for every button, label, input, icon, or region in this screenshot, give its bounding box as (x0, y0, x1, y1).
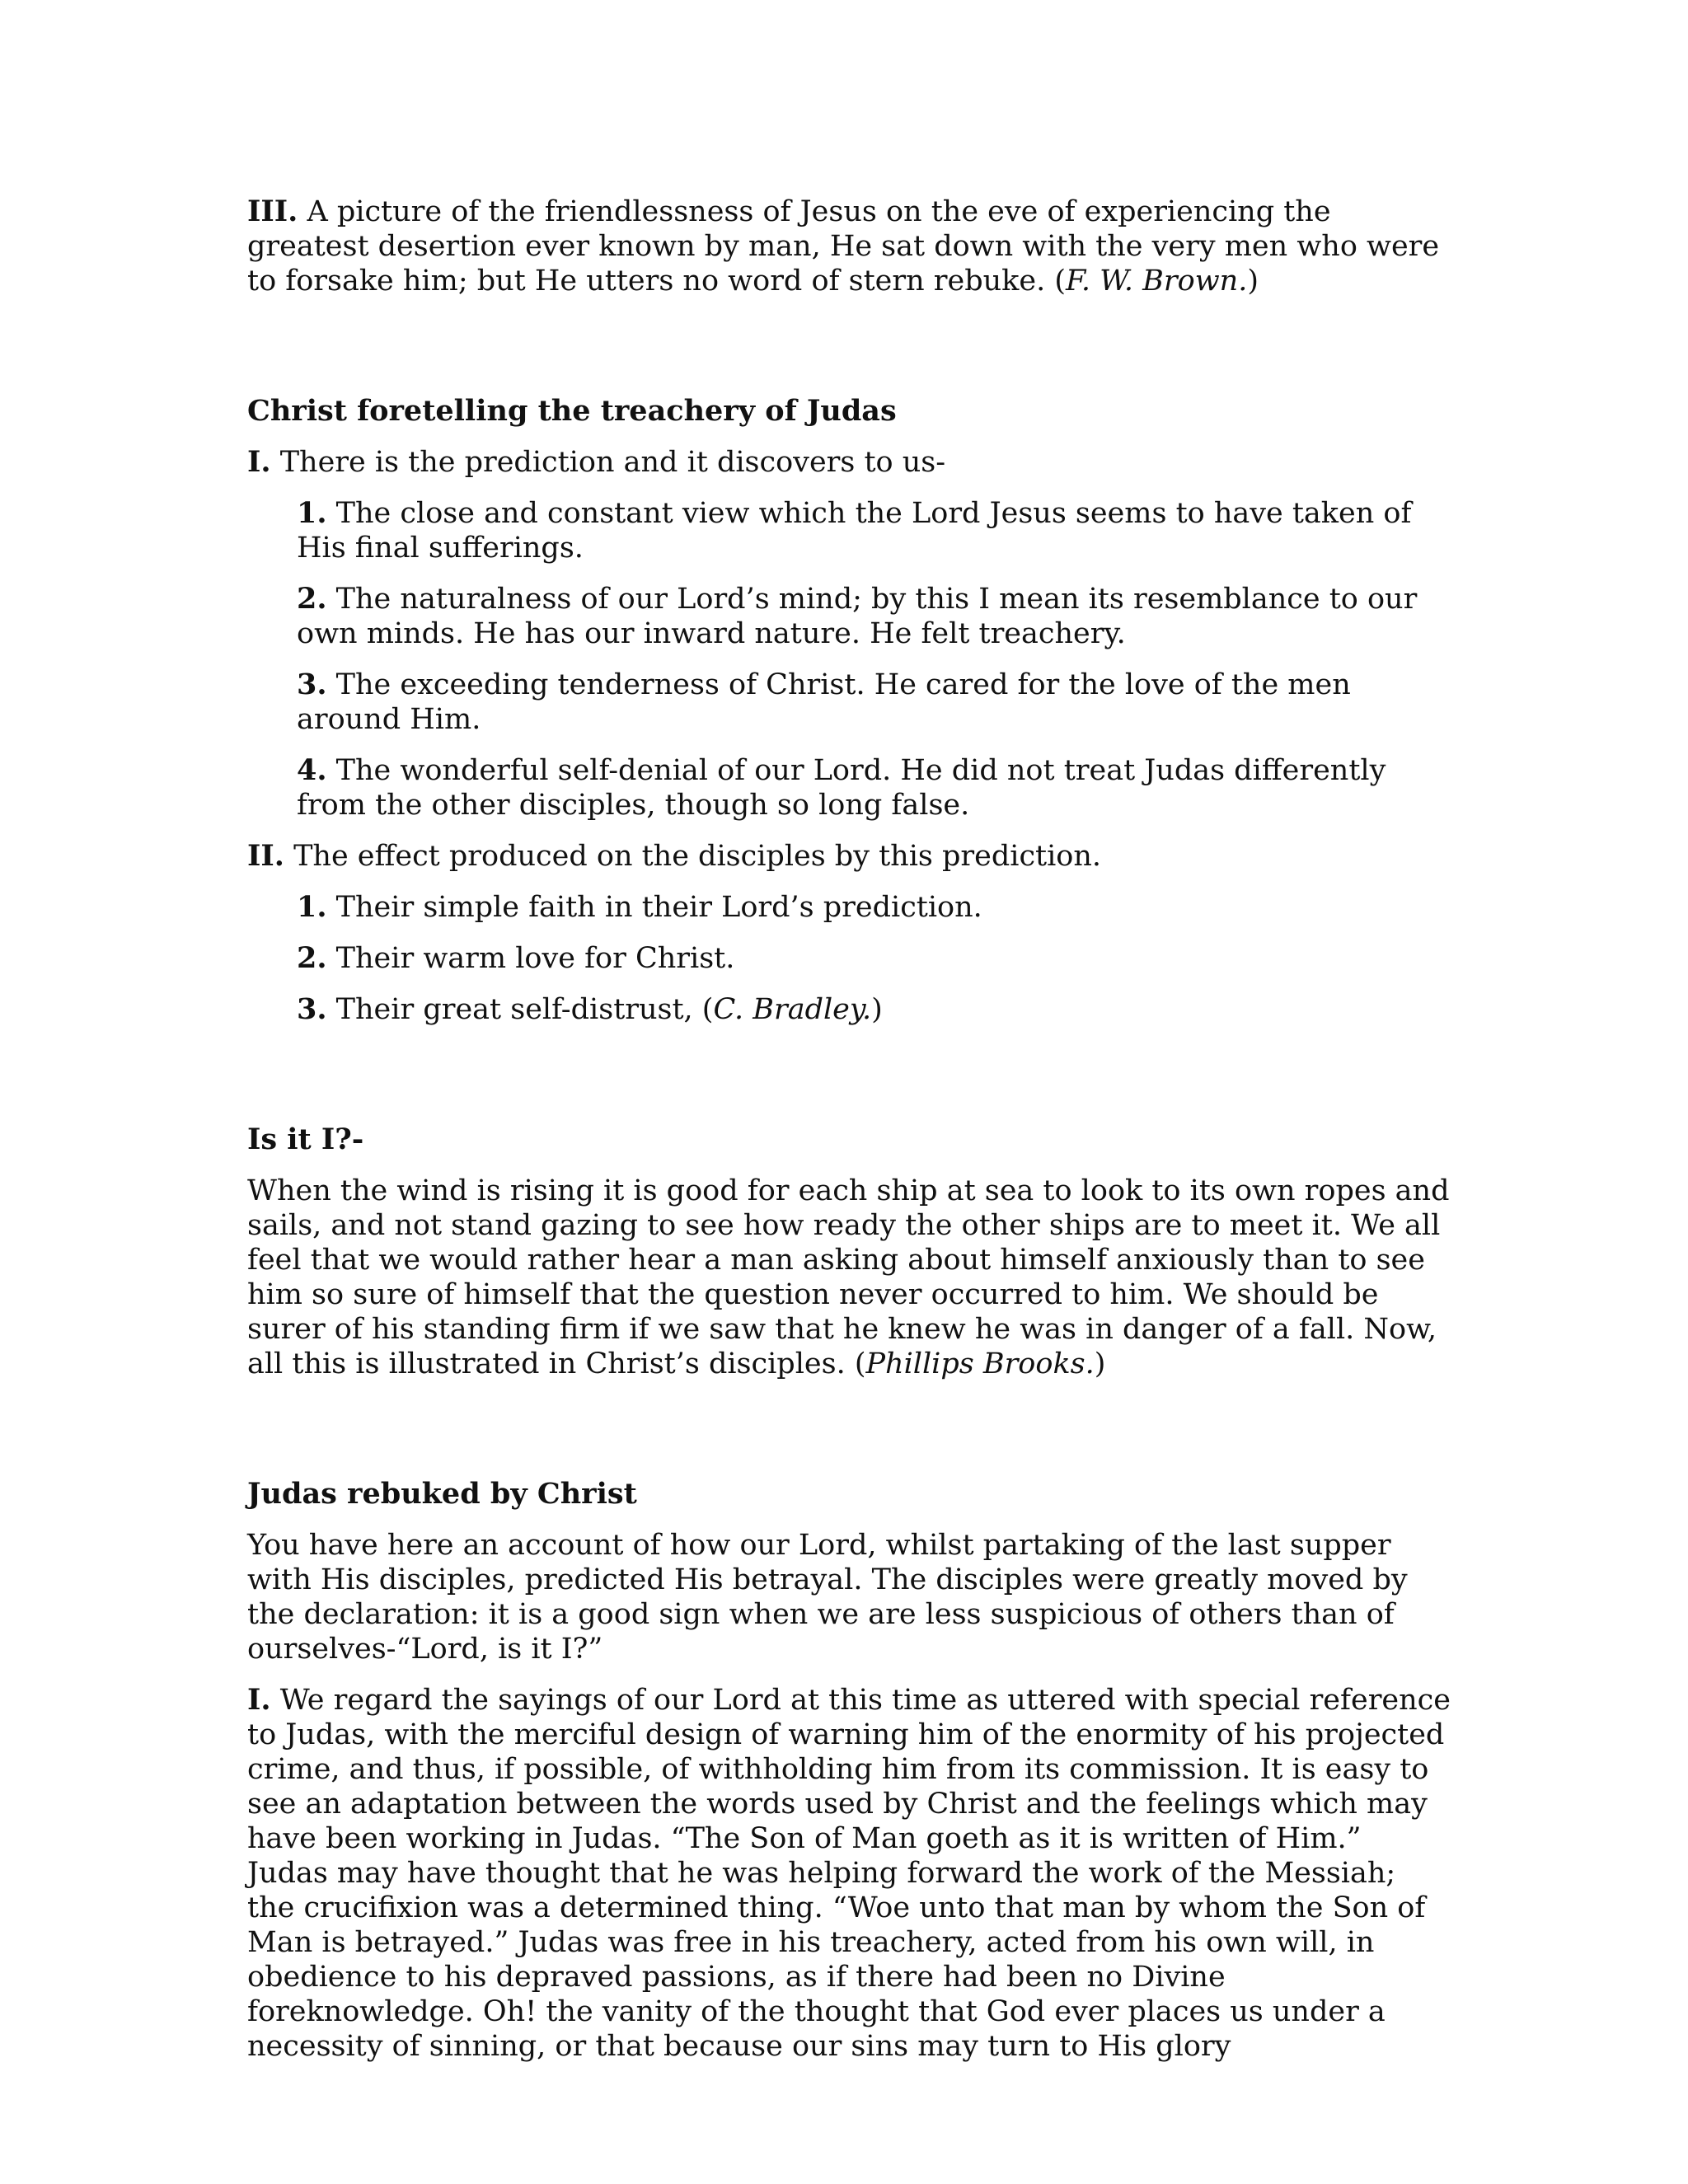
paragraph-sayings: I. We regard the sayings of our Lord at this time as uttered with special reference to Judas, with the merciful design of warning him of the enormity of his projected crime, and thus, if possible, of withholding him from its commission. It is easy to see an adaptation between the words used by Christ and the feelings which may have been working in Judas. “The Son of Man goeth as it is written of Him.” Judas may have thought that he was helping forward the work of the Messiah; the crucifixion was a determined thing. “Woe unto that man by whom the Son of Man is betrayed.” Judas was free in his treachery, acted from his own will, in obedience to his depraved passions, as if there had been no Divine foreknowledge. Oh! the vanity of the thought that God ever places us under a necessity of sinning, or that because our sins may turn to His glory (247, 1683, 1451, 2063)
roman-numeral: III. (247, 194, 298, 228)
paragraph-text: A picture of the friendlessness of Jesus on the eve of experiencing the greatest desertion ever known by man, He sat down with the very men who were to forsake him; but He utters no word of stern rebuke. ( (247, 195, 1440, 298)
list-item: 3. Their great self-distrust, (C. Bradley.) (297, 992, 883, 1026)
list-item: 4. The wonderful self-denial of our Lord. He did not treat Judas differently from the other disciples, though so long false. (297, 753, 1386, 822)
heading-christ-foretelling: Christ foretelling the treachery of Judas (247, 394, 897, 428)
item-number: 4. (297, 753, 327, 787)
paragraph-last-supper: You have here an account of how our Lord, whilst partaking of the last supper with His disciples, predicted His betrayal. The disciples were greatly moved by the declaration: it is a good sign when we are less suspicious of others than of ourselves-“Lord, is it I?” (247, 1529, 1408, 1666)
list-item: 2. The naturalness of our Lord’s mind; by this I mean its resemblance to our own minds. He has our inward nature. He felt treachery. (297, 582, 1418, 650)
citation: C. Bradley. (713, 993, 872, 1026)
list-item: 1. The close and constant view which the Lord Jesus seems to have taken of His final sufferings. (297, 496, 1412, 565)
item-number: 2. (297, 582, 327, 616)
document-page (247, 194, 1451, 2080)
item-number: 1. (297, 890, 327, 924)
paragraph-effect: II. The effect produced on the disciples by this prediction. (247, 839, 1102, 873)
section-gap (247, 315, 1451, 394)
list-item: 2. Their warm love for Christ. (297, 941, 735, 975)
section-gap (247, 1398, 1451, 1477)
paragraph-ship-at-sea: When the wind is rising it is good for each ship at sea to look to its own ropes and sails, and not stand gazing to see how ready the other ships are to meet it. We all feel that we would rather hear a man asking about himself anxiously than to see him so sure of himself that the question never occurred to him. We should be surer of his standing firm if we saw that he knew he was in danger of a fall. Now, all this is illustrated in Christ’s disciples. (Phillips Brooks.) (247, 1174, 1450, 1380)
item-number: 2. (297, 941, 327, 975)
item-number: 1. (297, 496, 327, 530)
roman-numeral: I. (247, 1683, 271, 1717)
roman-numeral: I. (247, 445, 271, 479)
list-item: 1. Their simple faith in their Lord’s prediction. (297, 890, 982, 924)
item-number: 3. (297, 992, 327, 1026)
paragraph-friendlessness: III. A picture of the friendlessness of Jesus on the eve of experiencing the greatest desertion ever known by man, He sat down with the very men who were to forsake him; but He utters no word of stern rebuke. (F. W. Brown.) (247, 194, 1440, 298)
citation: F. W. Brown. (1065, 265, 1248, 298)
heading-is-it-i: Is it I?- (247, 1122, 364, 1156)
paragraph-prediction: I. There is the prediction and it discovers to us- (247, 445, 946, 479)
heading-judas-rebuked: Judas rebuked by Christ (247, 1477, 637, 1511)
list-item: 3. The exceeding tenderness of Christ. He cared for the love of the men around Him. (297, 668, 1351, 736)
roman-numeral: II. (247, 839, 284, 873)
item-number: 3. (297, 668, 327, 701)
section-gap (247, 1043, 1451, 1122)
citation: Phillips Brooks. (865, 1347, 1095, 1380)
